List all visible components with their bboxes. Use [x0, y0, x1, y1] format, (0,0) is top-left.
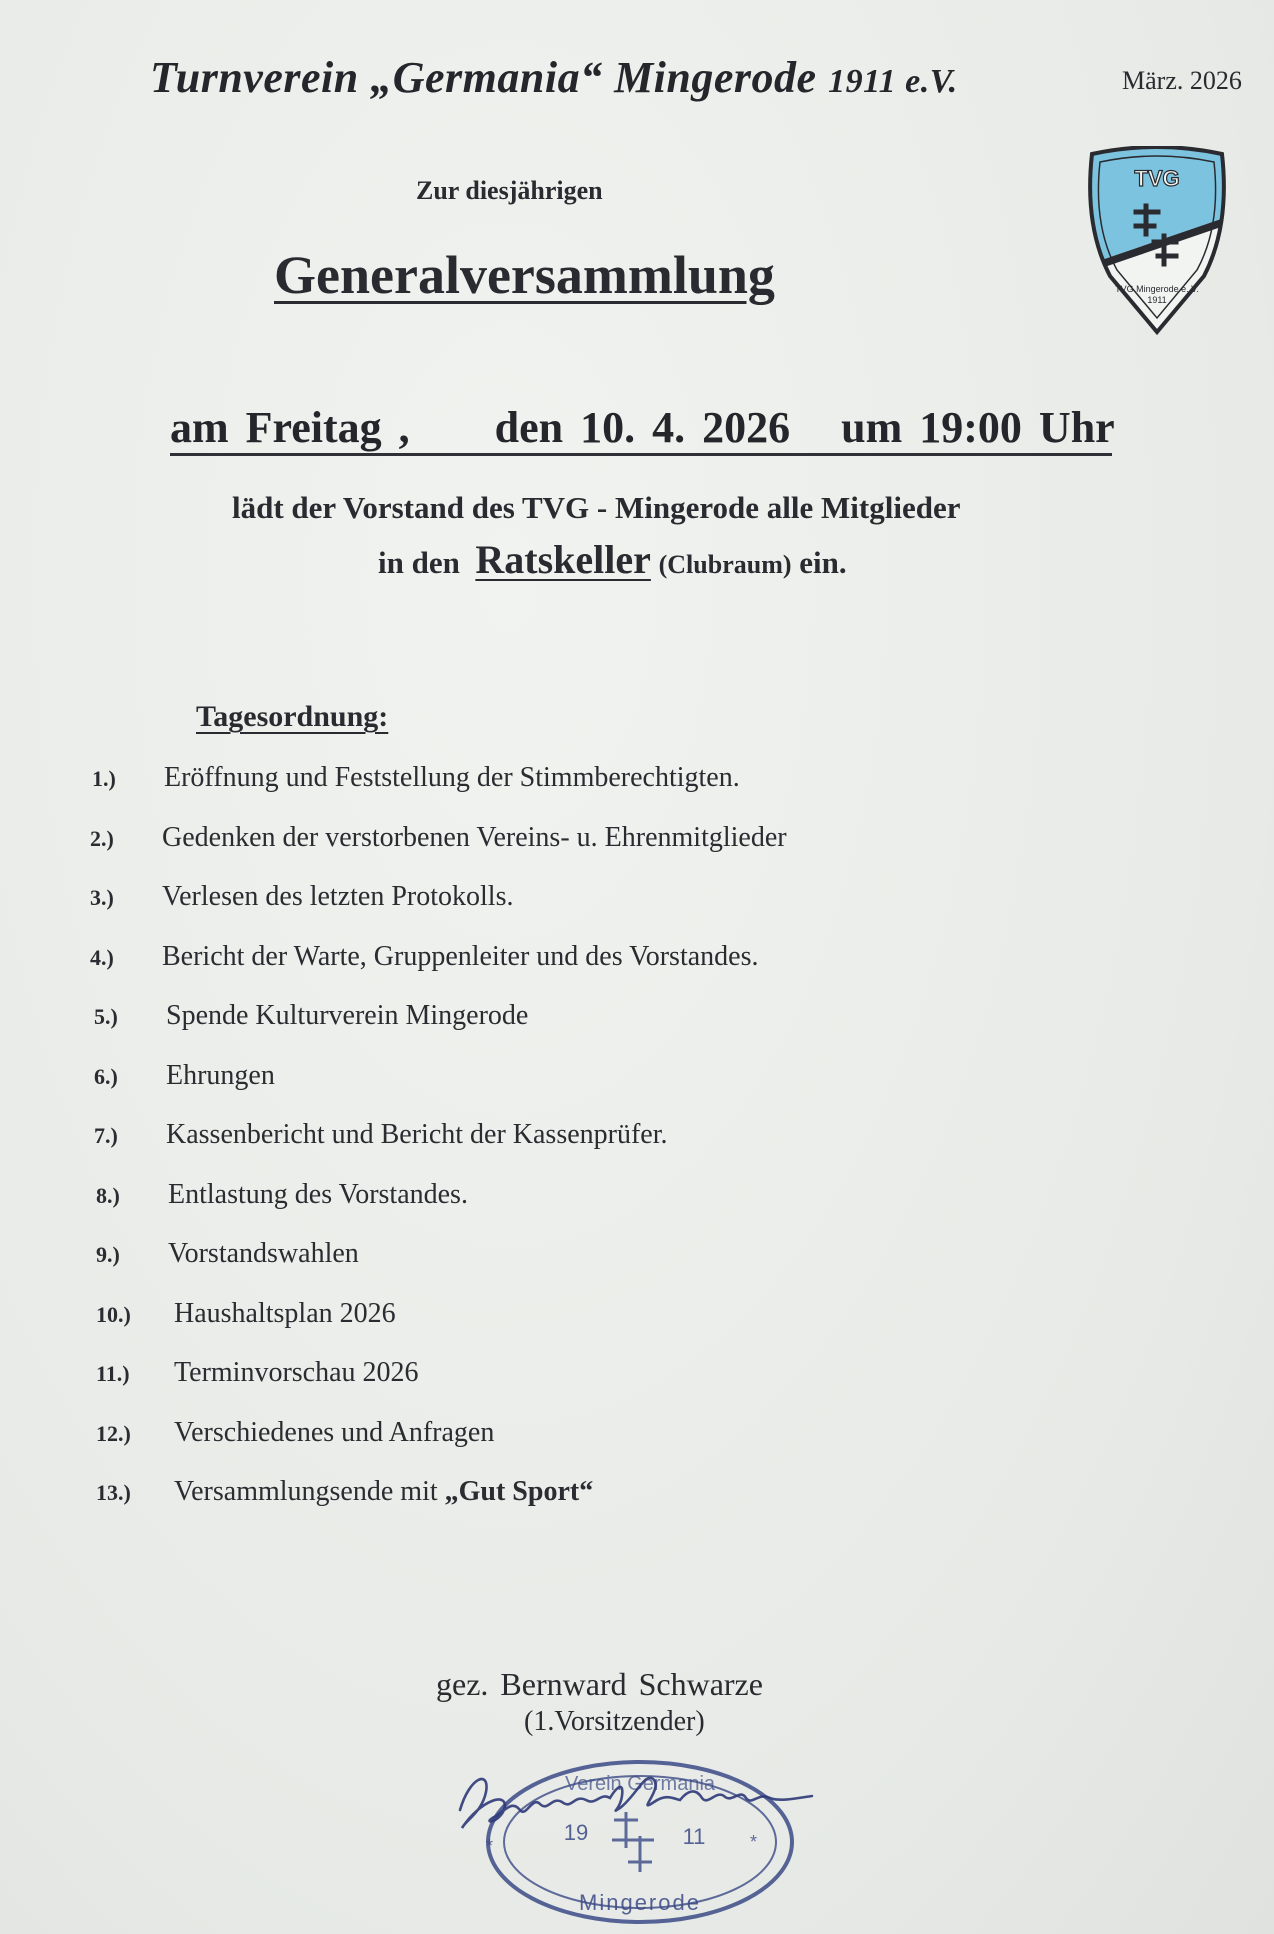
signatory-name: gez. Bernward Schwarze	[436, 1666, 763, 1702]
stamp-bottom-text: Mingerode	[579, 1890, 701, 1915]
invitation-prefix: in den	[378, 545, 460, 580]
agenda-item	[96, 1179, 990, 1239]
agenda-item-text: Kassenbericht und Bericht der Kassenprüfer.	[166, 1119, 668, 1150]
agenda-item-number: 4.)	[90, 944, 114, 970]
agenda-item-text	[174, 1476, 990, 1508]
agenda-item-number: 1.)	[92, 766, 116, 791]
agenda-item-number: 2.)	[90, 825, 114, 851]
meeting-date: den 10. 4. 2026	[494, 403, 791, 452]
agenda-item-text: Verlesen des letzten Protokolls.	[162, 881, 514, 912]
agenda-item	[96, 1476, 990, 1536]
stamp-turner-cross-icon	[612, 1812, 654, 1872]
agenda-item-text: Entlastung des Vorstandes.	[168, 1178, 468, 1210]
agenda-item-number: 7.)	[94, 1123, 118, 1148]
agenda-heading: Tagesordnung:	[196, 700, 389, 733]
agenda-list	[90, 762, 990, 1536]
agenda-item	[90, 881, 990, 941]
agenda-item	[94, 1060, 990, 1120]
agenda-item-number: 5.)	[94, 1004, 118, 1029]
intro-text: Zur diesjährigen	[416, 176, 603, 205]
crest-year: 1911	[1147, 295, 1167, 305]
agenda-item	[94, 1119, 990, 1179]
agenda-item-number: 12.)	[96, 1420, 131, 1446]
agenda-item	[92, 762, 990, 822]
agenda-item-number: 8.)	[96, 1182, 120, 1208]
agenda-item-text: Verschiedenes und Anfragen	[174, 1416, 495, 1448]
stamp-year-right: 11	[682, 1824, 706, 1849]
agenda-item-number: 9.)	[96, 1242, 120, 1267]
agenda-item-text: Eröffnung und Feststellung der Stimmberechtigten.	[164, 762, 740, 793]
agenda-item	[96, 1298, 990, 1358]
agenda-item-text: Terminvorschau 2026	[174, 1357, 419, 1388]
document-title: Generalversammlung	[274, 245, 775, 305]
agenda-item	[96, 1357, 990, 1417]
agenda-item	[90, 941, 990, 1001]
club-stamp-icon	[440, 1740, 860, 1930]
agenda-item-text: Vorstandswahlen	[168, 1238, 359, 1269]
agenda-item-text: Spende Kulturverein Mingerode	[166, 1000, 529, 1031]
agenda-item-text-main: Versammlungsende mit	[174, 1476, 438, 1507]
stamp-star-left-icon: *	[486, 1836, 494, 1856]
crest-abbr: TVG	[1134, 166, 1180, 191]
club-founding-year: 1911 e.V.	[828, 63, 958, 100]
agenda-item-number: 13.)	[96, 1480, 131, 1505]
stamp-top-text: Verein Germania	[564, 1773, 716, 1795]
document-date: März. 2026	[1122, 66, 1242, 95]
invitation-suffix: ein.	[799, 545, 847, 580]
club-name-heading	[150, 52, 958, 103]
agenda-item-text-bold: „Gut Sport“	[444, 1476, 594, 1507]
agenda-item-text: Gedenken der verstorbenen Vereins- u. Ehrenmitglieder	[162, 821, 787, 853]
meeting-time: um 19:00 Uhr	[841, 403, 1115, 452]
venue-name: Ratskeller	[475, 537, 651, 582]
tvg-club-crest-icon	[1084, 146, 1230, 336]
agenda-item-text: Ehrungen	[166, 1059, 275, 1091]
meeting-day: am Freitag ,	[170, 403, 410, 452]
agenda-item-number: 10.)	[96, 1301, 131, 1327]
invitation-line-1: lädt der Vorstand des TVG - Mingerode alle Mitglieder	[232, 490, 961, 525]
crest-caption: TVG Mingerode e. V.	[1115, 284, 1199, 294]
stamp-star-right-icon: *	[750, 1832, 758, 1852]
agenda-item	[96, 1238, 990, 1298]
club-name: Turnverein „Germania“ Mingerode	[150, 53, 817, 102]
agenda-item	[96, 1417, 990, 1477]
agenda-item	[94, 1000, 990, 1060]
agenda-item	[90, 822, 990, 882]
signatory-role: (1.Vorsitzender)	[524, 1706, 705, 1737]
agenda-item-text: Haushaltsplan 2026	[174, 1297, 396, 1329]
agenda-item-text: Bericht der Warte, Gruppenleiter und des Vorstandes.	[162, 940, 759, 972]
venue-room: (Clubraum)	[658, 550, 792, 579]
agenda-item-number: 6.)	[94, 1063, 118, 1089]
invitation-line-2	[378, 536, 847, 583]
stamp-year-left: 19	[563, 1820, 589, 1845]
agenda-item-number: 3.)	[90, 885, 114, 910]
agenda-item-number: 11.)	[96, 1361, 130, 1386]
meeting-date-line	[170, 402, 1115, 456]
